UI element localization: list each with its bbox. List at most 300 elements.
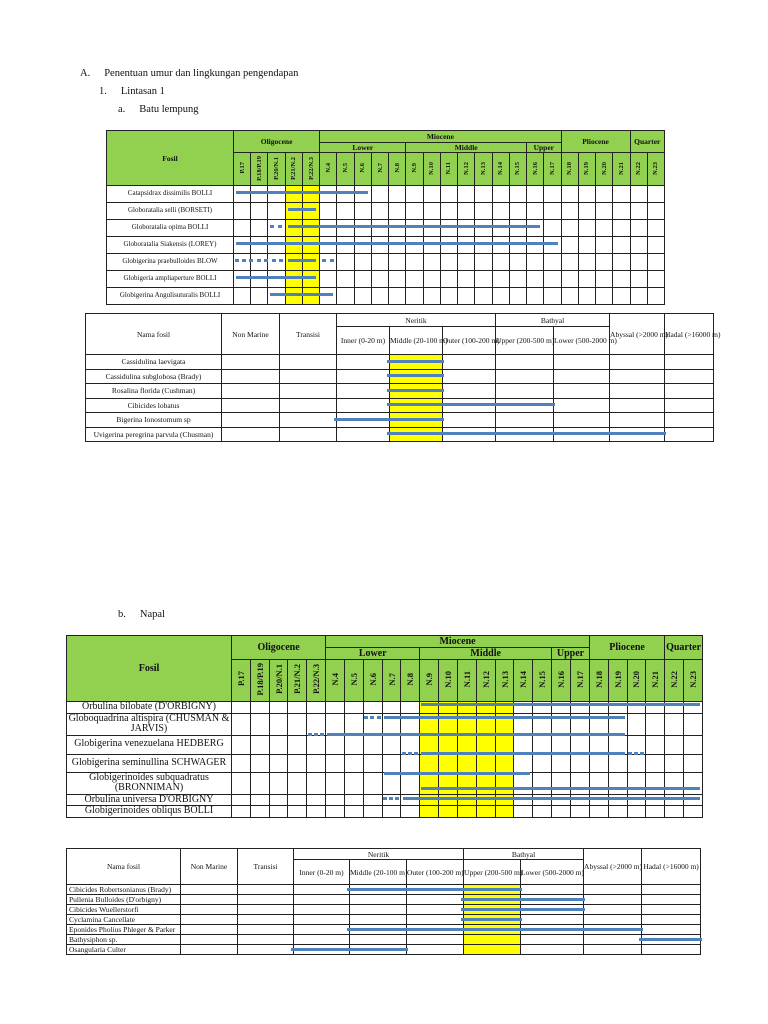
subheading-label: 1. [99,86,107,97]
environment-cell [238,885,294,895]
environment-cell [238,925,294,935]
zone-cell [420,806,439,818]
environment-cell [280,398,337,413]
fossil-name: Globoratalia Siakensis (LOREY) [107,237,234,254]
environment-cell [280,369,337,384]
zone-cell [285,237,302,254]
environment-cell [665,369,714,384]
zone-header-15 [495,660,514,702]
zone-cell [401,754,420,772]
zone-cell [608,772,627,794]
fossil-row [67,713,703,735]
zone-cell [492,220,509,237]
fossil-name: Bigerina Ionostomum sp [86,413,222,428]
zone-cell [476,702,495,714]
zone-cell [630,220,647,237]
zone-cell [269,735,288,754]
zone-label: P.20/N.1 [273,156,281,180]
zone-cell [423,220,440,237]
zone-header-24 [665,660,684,702]
zone-cell [570,806,589,818]
zone-cell [514,772,533,794]
zone-cell [440,288,457,305]
fossil-name: Orbulina universa D'ORBIGNY [67,794,232,806]
middle-miocene-header: Middle [420,648,552,660]
fossil-row [86,398,714,413]
zone-cell [544,271,561,288]
fossil-row [67,772,703,794]
environment-cell [337,413,390,428]
zone-header-1 [232,660,251,702]
zone-header-1 [234,153,251,186]
zone-cell [578,220,595,237]
environment-cell [554,369,610,384]
zone-header-12 [423,153,440,186]
zone-cell [269,772,288,794]
zone-cell [492,288,509,305]
fossil-name: Globigerina praebulloides BLOW [107,254,234,271]
zone-cell [423,203,440,220]
part-a-heading [118,104,199,115]
environment-cell [642,905,701,915]
environment-cell [464,935,521,945]
zone-label: N.20 [600,161,608,175]
zone-cell [476,713,495,735]
environment-cell [443,384,496,399]
abyssal-header: Abyssal (>2000 m) [584,849,642,885]
zone-label: N.4 [330,672,341,686]
zone-cell [337,220,354,237]
zone-cell [326,772,345,794]
fossil-name: Uvigerina peregrina parvula (Chusman) [86,427,222,442]
zone-cell [420,794,439,806]
zone-label: N.17 [548,161,556,175]
fosil-header: Fosil [107,131,234,186]
environment-cell [407,935,464,945]
zone-header-8 [363,660,382,702]
zone-cell [320,220,337,237]
zone-cell [234,288,251,305]
environment-cell [554,427,610,442]
lower-miocene-header: Lower [326,648,420,660]
zone-cell [371,271,388,288]
zone-cell [561,186,578,203]
zone-label: N.7 [386,672,397,686]
middle-depth-header: Middle (20-100 m) [390,327,443,355]
environment-cell [181,935,238,945]
zone-cell [420,713,439,735]
zone-cell [268,203,285,220]
zone-cell [544,220,561,237]
environment-cell [521,905,584,915]
zone-cell [251,186,268,203]
environment-cell [350,905,407,915]
zone-cell [665,735,684,754]
zone-cell [285,186,302,203]
zone-cell [509,271,526,288]
zone-cell [608,735,627,754]
zone-cell [363,772,382,794]
zone-cell [589,772,608,794]
fossil-row [67,754,703,772]
zone-cell [646,794,665,806]
zone-cell [406,271,423,288]
upper-depth-header: Upper (200-500 m) [496,327,554,355]
fossil-name: Globigeria ampliaperture BOLLI [107,271,234,288]
zone-cell [627,772,646,794]
fossil-row [67,885,701,895]
environment-cell [222,427,280,442]
environment-cell [222,369,280,384]
pliocene-header: Pliocene [589,636,664,660]
zone-cell [337,254,354,271]
zone-cell [596,288,613,305]
neritik-header: Neritik [337,314,496,327]
environment-cell [337,427,390,442]
zone-cell [302,203,319,220]
environment-cell [584,935,642,945]
zone-cell [570,702,589,714]
zone-cell [527,288,544,305]
zone-cell [665,754,684,772]
zone-label: P.18/P.19 [254,662,265,696]
transisi-header: Transisi [280,314,337,355]
transisi-header: Transisi [238,849,294,885]
zone-cell [382,754,401,772]
zone-cell [457,713,476,735]
zone-cell [578,271,595,288]
miocene-header: Miocene [326,636,590,648]
zone-label: N.4 [324,163,332,173]
zone-cell [234,254,251,271]
zone-cell [288,772,307,794]
zone-cell [268,288,285,305]
zone-cell [458,254,475,271]
environment-cell [464,945,521,955]
zone-cell [457,806,476,818]
zone-header-24 [630,153,647,186]
zone-cell [326,754,345,772]
fossil-name: Rosalina florida (Cushman) [86,384,222,399]
zone-cell [457,772,476,794]
zone-cell [344,735,363,754]
upper-depth-header: Upper (200-500 m) [464,860,521,885]
environment-cell [496,384,554,399]
zone-header-5 [307,660,326,702]
zone-header-16 [492,153,509,186]
environment-cell [642,885,701,895]
fossil-name: Catapsidrax dissimilis BOLLI [107,186,234,203]
environment-cell [407,895,464,905]
zone-cell [382,702,401,714]
zone-cell [630,288,647,305]
zone-cell [589,735,608,754]
environment-cell [337,398,390,413]
zone-cell [285,220,302,237]
environment-cell [610,427,665,442]
zone-cell [337,186,354,203]
fossil-row [107,186,665,203]
environment-cell [294,915,350,925]
zone-cell [337,237,354,254]
zone-cell [285,203,302,220]
zone-label: N.18 [566,161,574,175]
zone-cell [363,794,382,806]
zone-label: N.15 [537,670,548,688]
zone-cell [251,203,268,220]
zone-cell [389,254,406,271]
zone-cell [307,702,326,714]
zone-cell [509,288,526,305]
neritik-header: Neritik [294,849,464,860]
zone-cell [371,254,388,271]
zone-cell [439,713,458,735]
zone-cell [320,203,337,220]
zone-cell [269,806,288,818]
environment-cell [222,355,280,370]
zone-cell [561,288,578,305]
environment-cell [521,935,584,945]
fossil-row [107,288,665,305]
zone-cell [406,237,423,254]
environment-cell [665,427,714,442]
zone-cell [250,713,269,735]
environment-cell [610,398,665,413]
zone-cell [406,254,423,271]
environment-cell [294,925,350,935]
zone-cell [250,794,269,806]
environment-cell [350,945,407,955]
zone-cell [578,254,595,271]
environment-cell [642,945,701,955]
lower-miocene-header: Lower [320,143,406,153]
zone-cell [288,702,307,714]
section-heading [80,68,298,79]
environment-cell [554,355,610,370]
fossil-name: Eponides Pholius Phleger & Parker [67,925,181,935]
environment-cell [443,427,496,442]
upper-miocene-header: Upper [552,648,590,660]
fossil-name: Cibicides lobatus [86,398,222,413]
environment-cell [407,945,464,955]
zone-cell [354,237,371,254]
environment-cell [665,413,714,428]
zone-cell [492,203,509,220]
part-a-label: a. [118,104,126,115]
environment-cell [222,384,280,399]
environment-cell [337,384,390,399]
zone-label: P.17 [235,671,246,687]
zone-header-11 [420,660,439,702]
zone-cell [268,186,285,203]
zone-cell [382,772,401,794]
fossil-name: Orbulina bilobate (D'ORBIGNY) [67,702,232,714]
zone-cell [552,772,571,794]
environment-cell [238,935,294,945]
zone-cell [492,186,509,203]
zone-header-17 [509,153,526,186]
zone-label: P.18/P.19 [255,155,263,181]
zone-label: N.7 [376,163,384,173]
environment-cell [181,945,238,955]
zone-cell [684,794,703,806]
zone-cell [251,237,268,254]
zone-cell [420,772,439,794]
zone-cell [269,702,288,714]
environment-cell [443,355,496,370]
zone-cell [458,288,475,305]
zone-cell [552,754,571,772]
zone-cell [665,713,684,735]
zone-cell [251,220,268,237]
zone-cell [307,772,326,794]
zone-header-6 [320,153,337,186]
zone-cell [440,237,457,254]
zone-cell [514,713,533,735]
zone-cell [561,237,578,254]
zone-cell [613,186,630,203]
fosil-header: Fosil [67,636,232,702]
zone-cell [627,702,646,714]
zone-cell [363,806,382,818]
zone-cell [589,754,608,772]
zone-cell [232,772,251,794]
zone-label: P.22/N.3 [311,664,322,694]
zone-cell [250,806,269,818]
zone-cell [630,237,647,254]
fossil-row [67,702,703,714]
zone-cell [337,203,354,220]
environment-cell [584,945,642,955]
zone-cell [232,806,251,818]
zone-cell [371,220,388,237]
zone-cell [647,254,664,271]
zone-cell [665,702,684,714]
environment-cell [464,905,521,915]
zone-label: N.5 [348,672,359,686]
zone-cell [440,220,457,237]
zone-header-13 [457,660,476,702]
outer-depth-header: Outer (100-200 m) [443,327,496,355]
zone-cell [627,713,646,735]
zone-cell [382,794,401,806]
environment-cell [294,945,350,955]
zone-label: N.9 [410,163,418,173]
subheading [99,86,165,97]
zone-cell [423,271,440,288]
zone-cell [544,254,561,271]
zone-cell [533,735,552,754]
oligocene-header: Oligocene [232,636,326,660]
zone-cell [320,186,337,203]
fossil-row [67,925,701,935]
environment-cell [222,398,280,413]
zone-cell [232,702,251,714]
zone-label: N.12 [462,161,470,175]
zone-cell [389,271,406,288]
environment-cell [238,915,294,925]
zone-cell [326,713,345,735]
zone-cell [232,735,251,754]
fossil-row [86,427,714,442]
zone-cell [234,203,251,220]
zone-cell [561,254,578,271]
zone-cell [533,713,552,735]
environment-cell [610,369,665,384]
zone-cell [269,754,288,772]
fossil-name: Osangularia Culter [67,945,181,955]
zone-cell [475,237,492,254]
zone-cell [285,288,302,305]
zone-cell [596,186,613,203]
zone-cell [646,754,665,772]
zone-cell [457,754,476,772]
environment-cell [390,398,443,413]
zone-cell [647,220,664,237]
part-a-text: Batu lempung [139,104,199,115]
zone-header-10 [389,153,406,186]
zone-header-18 [552,660,571,702]
zone-cell [354,288,371,305]
zone-cell [401,702,420,714]
environment-cell [280,355,337,370]
zone-cell [533,806,552,818]
zone-label: N.21 [650,670,661,688]
fossil-name: Cassidulina laevigata [86,355,222,370]
zone-cell [578,186,595,203]
zone-cell [684,702,703,714]
environment-cell [496,355,554,370]
zone-cell [646,702,665,714]
zone-cell [371,203,388,220]
environment-cell [280,413,337,428]
zone-label: N.11 [461,670,472,688]
outer-depth-header: Outer (100-200 m) [407,860,464,885]
environment-cell [496,398,554,413]
zone-label: N.13 [479,161,487,175]
zone-header-16 [514,660,533,702]
environment-cell [238,945,294,955]
part-b-heading [118,609,165,620]
zone-cell [613,220,630,237]
zone-cell [288,806,307,818]
zone-cell [337,271,354,288]
zone-header-25 [684,660,703,702]
environment-cell [181,895,238,905]
zone-cell [509,254,526,271]
zone-cell [596,254,613,271]
zone-cell [320,237,337,254]
zone-cell [608,713,627,735]
zone-cell [527,203,544,220]
zone-label: N.23 [652,161,660,175]
environment-cell [496,413,554,428]
zone-cell [439,754,458,772]
fossil-name: Globoratalia selli (BORSETI) [107,203,234,220]
zone-label: N.6 [359,163,367,173]
environment-cell [280,384,337,399]
zone-cell [495,702,514,714]
zone-header-3 [268,153,285,186]
environment-cell [350,925,407,935]
zone-cell [665,772,684,794]
environment-cell [350,935,407,945]
zone-cell [406,186,423,203]
zone-cell [613,271,630,288]
zone-cell [495,713,514,735]
environment-cell [294,885,350,895]
fossil-row [67,945,701,955]
